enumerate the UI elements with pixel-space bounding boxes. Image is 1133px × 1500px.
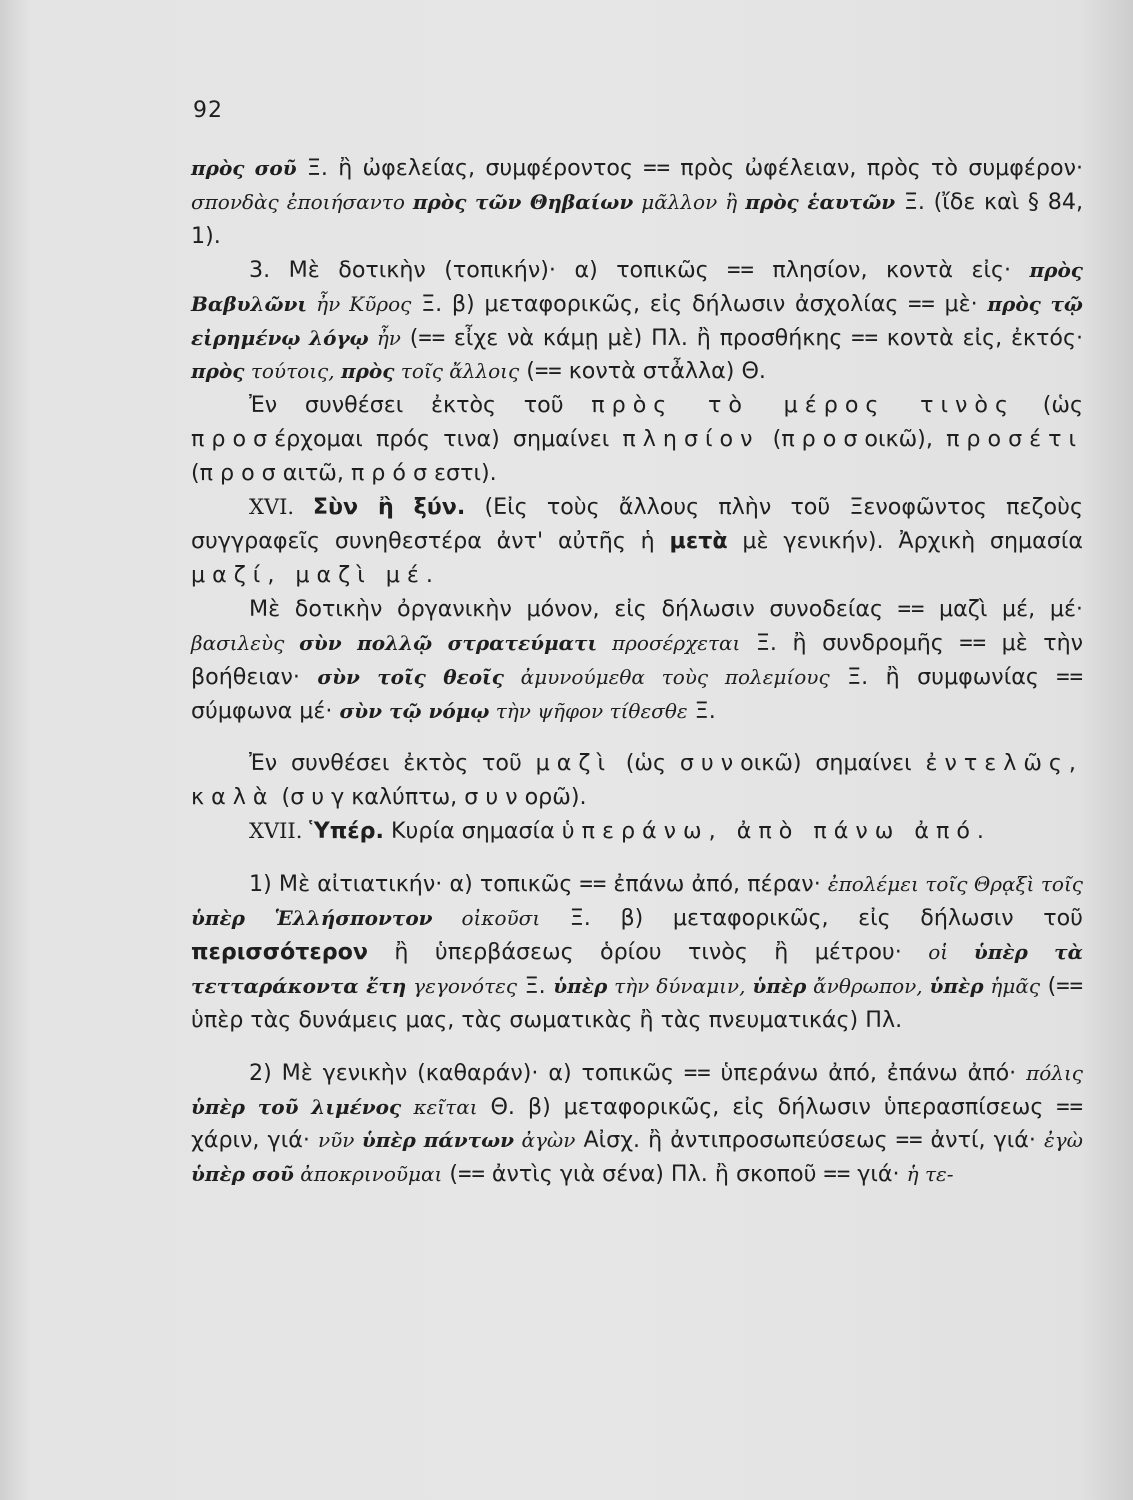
text-run: οικῶ) σημαίνει	[740, 750, 926, 777]
text-run: προσ	[781, 426, 865, 453]
text-run: γιά·	[850, 1161, 907, 1188]
paragraph-6	[191, 747, 1083, 815]
text-run: Ξ. (ἴδε καὶ § 84, 1).	[191, 188, 1084, 249]
text-run: συγ	[290, 784, 352, 811]
text-run: ==	[1056, 972, 1084, 999]
paragraph-xvii	[191, 815, 1083, 849]
text-run: ὑπὲρ	[553, 973, 608, 998]
text-run: ἀντὶς γιὰ σένα) Πλ. ἢ σκοποῦ	[484, 1161, 824, 1188]
text-run: (ὡς	[611, 750, 680, 777]
paragraph-3	[191, 389, 1083, 491]
text-run: ἄνθρωπον,	[806, 973, 930, 998]
text-run: 1) Μὲ αἰτιατικήν· α) τοπικῶς	[249, 871, 580, 898]
text-run: κοντὰ στἆλλα) Θ.	[561, 358, 766, 385]
text-run: ==	[908, 290, 935, 317]
text-run: εἶχε νὰ κάμῃ μὲ) Πλ. ἢ προσθήκης	[445, 324, 852, 351]
text-run: πρόσ	[350, 460, 435, 487]
text-run: 2) Μὲ γενικὴν (καθαράν)· α) τοπικῶς	[249, 1059, 684, 1086]
text-run: Αἰσχ. ἢ ἀντιπροσωπεύσεως	[575, 1127, 896, 1154]
text-run: έρχομαι πρός τινα) σημαίνει	[274, 426, 623, 453]
text-run: περισσότερον	[191, 938, 368, 965]
text-run: μὲ·	[934, 290, 988, 317]
text-run: Ἐν συνθέσει ἐκτὸς τοῦ	[249, 392, 592, 419]
paragraph-xvi	[191, 491, 1083, 593]
text-run: σπονδὰς ἐποιήσαντο	[191, 189, 413, 214]
text-run: Ξ. ἢ συμφωνίας	[829, 663, 1057, 690]
text-run: XVII.	[249, 819, 310, 844]
text-run: μαζί, μαζὶ μέ.	[191, 561, 440, 588]
text-run: ἐγὼ	[1043, 1128, 1083, 1153]
text-run: Ξ. ἢ ὠφελείας, συμφέροντος	[296, 155, 644, 181]
text-run: τὴν ψῆφον τίθεσθε	[489, 698, 688, 723]
text-run: ἦν	[368, 325, 401, 350]
text-run: κεῖται	[401, 1094, 478, 1119]
text-run: μὲ τὴν βοήθειαν·	[191, 629, 1084, 690]
text-run: (	[191, 460, 200, 487]
text-run: πρὸς ἑαυτῶν	[745, 189, 896, 214]
text-run: πρὸς	[191, 359, 245, 384]
text-run: ἡμᾶς	[983, 973, 1041, 998]
text-run: αιτῶ,	[282, 460, 351, 487]
text-run: μετὰ	[669, 527, 728, 554]
text-run: ὑπὲρ τὰς δυνάμεις μας, τὰς σωματικὰς ἢ τὰς πνευματικάς) Πλ.	[191, 1006, 903, 1033]
text-run: ὑπεράνω ἀπό, ἐπάνω ἀπό·	[710, 1059, 1027, 1086]
text-run: ἀντί, γιά·	[922, 1127, 1044, 1154]
text-run: οἰκοῦσι	[432, 906, 541, 931]
text-run: ==	[897, 595, 925, 622]
text-run: ἐπολέμει τοῖς Θρᾳξὶ τοῖς	[827, 872, 1084, 897]
text-run: Ἐν συνθέσει ἐκτὸς τοῦ	[249, 750, 536, 777]
text-run: χάριν, γιά·	[191, 1127, 318, 1154]
text-run: πρὸς τὸ μέρος τινὸς	[591, 392, 1016, 419]
text-run: σὺν τῷ νόμῳ	[339, 698, 490, 723]
text-run: ==	[1056, 1093, 1083, 1120]
text-run: Ξ. β) μεταφορικῶς, εἰς δήλωσιν τοῦ	[540, 905, 1083, 932]
text-run: Μὲ δοτικὴν ὀργανικὴν μόνον, εἰς δήλωσιν συνοδείας	[249, 595, 898, 622]
text-run: συν	[679, 750, 741, 777]
text-run: πρὸς	[340, 359, 395, 384]
text-run: βασιλεὺς	[191, 630, 300, 655]
text-run: ==	[727, 256, 754, 283]
text-run: ==	[643, 155, 670, 181]
text-run: καλύπτω,	[351, 784, 465, 811]
text-run: ==	[458, 1161, 485, 1188]
text-run: Ξ.	[517, 972, 554, 999]
text-run: προσέτι	[946, 426, 1083, 453]
text-run: προσέρχεται	[597, 630, 741, 655]
text-run: πλησίον, κοντὰ εἰς·	[753, 256, 1030, 283]
text-run: (	[274, 784, 291, 811]
paragraph-1	[191, 152, 1083, 254]
text-run: πόλις	[1026, 1060, 1083, 1085]
text-run: ὑπὲρ τοῦ λιμένος	[191, 1094, 402, 1119]
text-run: 3. Μὲ δοτικὴν (τοπικήν)· α) τοπικῶς	[249, 256, 728, 283]
text-run: ==	[959, 629, 987, 656]
paragraph-8	[191, 868, 1083, 1038]
body-text	[191, 152, 1083, 1192]
text-run: (	[442, 1161, 459, 1188]
text-run: ==	[1056, 663, 1083, 690]
text-run: ==	[579, 871, 607, 898]
text-run: οἱ	[928, 939, 974, 964]
text-run: τὴν δύναμιν,	[607, 973, 753, 998]
text-run: μαζὶ μέ, μέ·	[924, 595, 1083, 622]
text-run: μὲ γενικήν). Ἀρχικὴ σημασία	[727, 527, 1083, 554]
page-number: 92	[193, 98, 223, 123]
text-run: μᾶλλον ἢ	[633, 189, 746, 214]
text-run: ἢ ὑπερβάσεως ὁρίου τινὸς ἢ μέτρου·	[367, 938, 929, 965]
text-run: ἀποκρινοῦμαι	[293, 1162, 443, 1187]
text-run: Ξ. ἢ συνδρομῆς	[740, 629, 960, 656]
text-run: ὑπὲρ σοῦ	[191, 1162, 294, 1187]
text-run: ὑπὲρ πάντων	[361, 1128, 515, 1153]
text-run: οικῶ),	[864, 426, 947, 453]
text-run: σὺν πολλῷ στρατεύματι	[299, 630, 598, 655]
text-run: ἦν Κῦρος	[307, 291, 412, 316]
text-run: σύμφωνα μέ·	[191, 697, 340, 724]
text-run: ἐπάνω ἀπό, πέραν·	[606, 871, 828, 898]
text-run: μαζὶ	[535, 750, 612, 777]
text-run: ==	[418, 324, 446, 351]
text-run: πρὸς τῷ εἰρημένῳ λόγῳ	[191, 291, 1083, 350]
text-run: προσ	[199, 460, 283, 487]
text-run: Σὺν ἢ ξύν.	[312, 494, 466, 521]
text-run: (ὡς	[1015, 392, 1083, 419]
text-run: (	[759, 426, 782, 453]
text-run: ==	[851, 324, 878, 351]
text-run: ==	[683, 1059, 711, 1086]
text-run: πρὸς τῶν Θηβαίων	[412, 189, 634, 214]
text-run: Ὑπέρ.	[309, 818, 384, 845]
text-run: ==	[895, 1127, 923, 1154]
text-run: XVI.	[249, 495, 313, 520]
text-run: ἀγὼν	[514, 1128, 576, 1153]
text-run: ὑπὲρ	[752, 973, 807, 998]
text-run: Κυρία σημασία	[383, 818, 562, 845]
text-run: ἀμυνούμεθα τοὺς πολεμίους	[503, 664, 830, 689]
text-run: Θ. β) μεταφορικῶς, εἰς δήλωσιν ὑπερασπίσεως	[477, 1093, 1057, 1120]
text-run: πρὸς ὠφέλειαν, πρὸς τὸ συμφέρον·	[670, 155, 1084, 181]
text-run: τοῖς ἄλλοις	[394, 359, 520, 384]
text-run: συν	[464, 784, 525, 811]
text-run: πρὸς Βαβυλῶνι	[191, 257, 1083, 316]
text-run: τούτοις,	[244, 359, 341, 384]
text-run: κοντὰ εἰς, ἐκτός·	[877, 324, 1084, 351]
text-run: Ξ.	[687, 697, 716, 724]
text-run: προσ	[191, 426, 275, 453]
text-run: ὑπὲρ τὰ τετταράκοντα ἔτη	[191, 939, 1083, 998]
text-run: (	[1040, 972, 1057, 999]
paragraph-5	[191, 593, 1083, 729]
text-run: ὑπὲρ Ἑλλήσποντον	[191, 906, 433, 931]
text-run: ἐντελῶς, καλὰ	[191, 750, 1083, 811]
text-run: ὑπεράνω, ἀπὸ πάνω ἀπό.	[561, 818, 991, 845]
text-run: ==	[534, 358, 562, 385]
text-run: ὑπὲρ	[929, 973, 984, 998]
text-run: πρὸς σοῦ	[191, 156, 297, 180]
text-run: σὺν τοῖς θεοῖς	[317, 664, 504, 689]
text-run: γεγονότες	[406, 973, 518, 998]
paragraph-2	[191, 254, 1083, 390]
text-run: ορῶ).	[524, 784, 587, 811]
text-run: (	[400, 324, 419, 351]
text-run: (	[519, 358, 535, 385]
text-run: εστι).	[434, 460, 497, 487]
text-run: ἡ τε-	[906, 1162, 954, 1187]
text-run: (Εἰς τοὺς ἄλλους πλὴν τοῦ Ξενοφῶντος πεζοὺς συγγραφεῖς συνηθεστέρα ἀντ' αὐτῆς ἡ	[191, 494, 1083, 554]
paragraph-9	[191, 1057, 1083, 1193]
text-run: πλησίον	[622, 426, 760, 453]
text-run: νῦν	[317, 1128, 362, 1153]
text-run: Ξ. β) μεταφορικῶς, εἰς δήλωσιν ἀσχολίας	[411, 290, 909, 317]
text-run: ==	[823, 1161, 851, 1188]
